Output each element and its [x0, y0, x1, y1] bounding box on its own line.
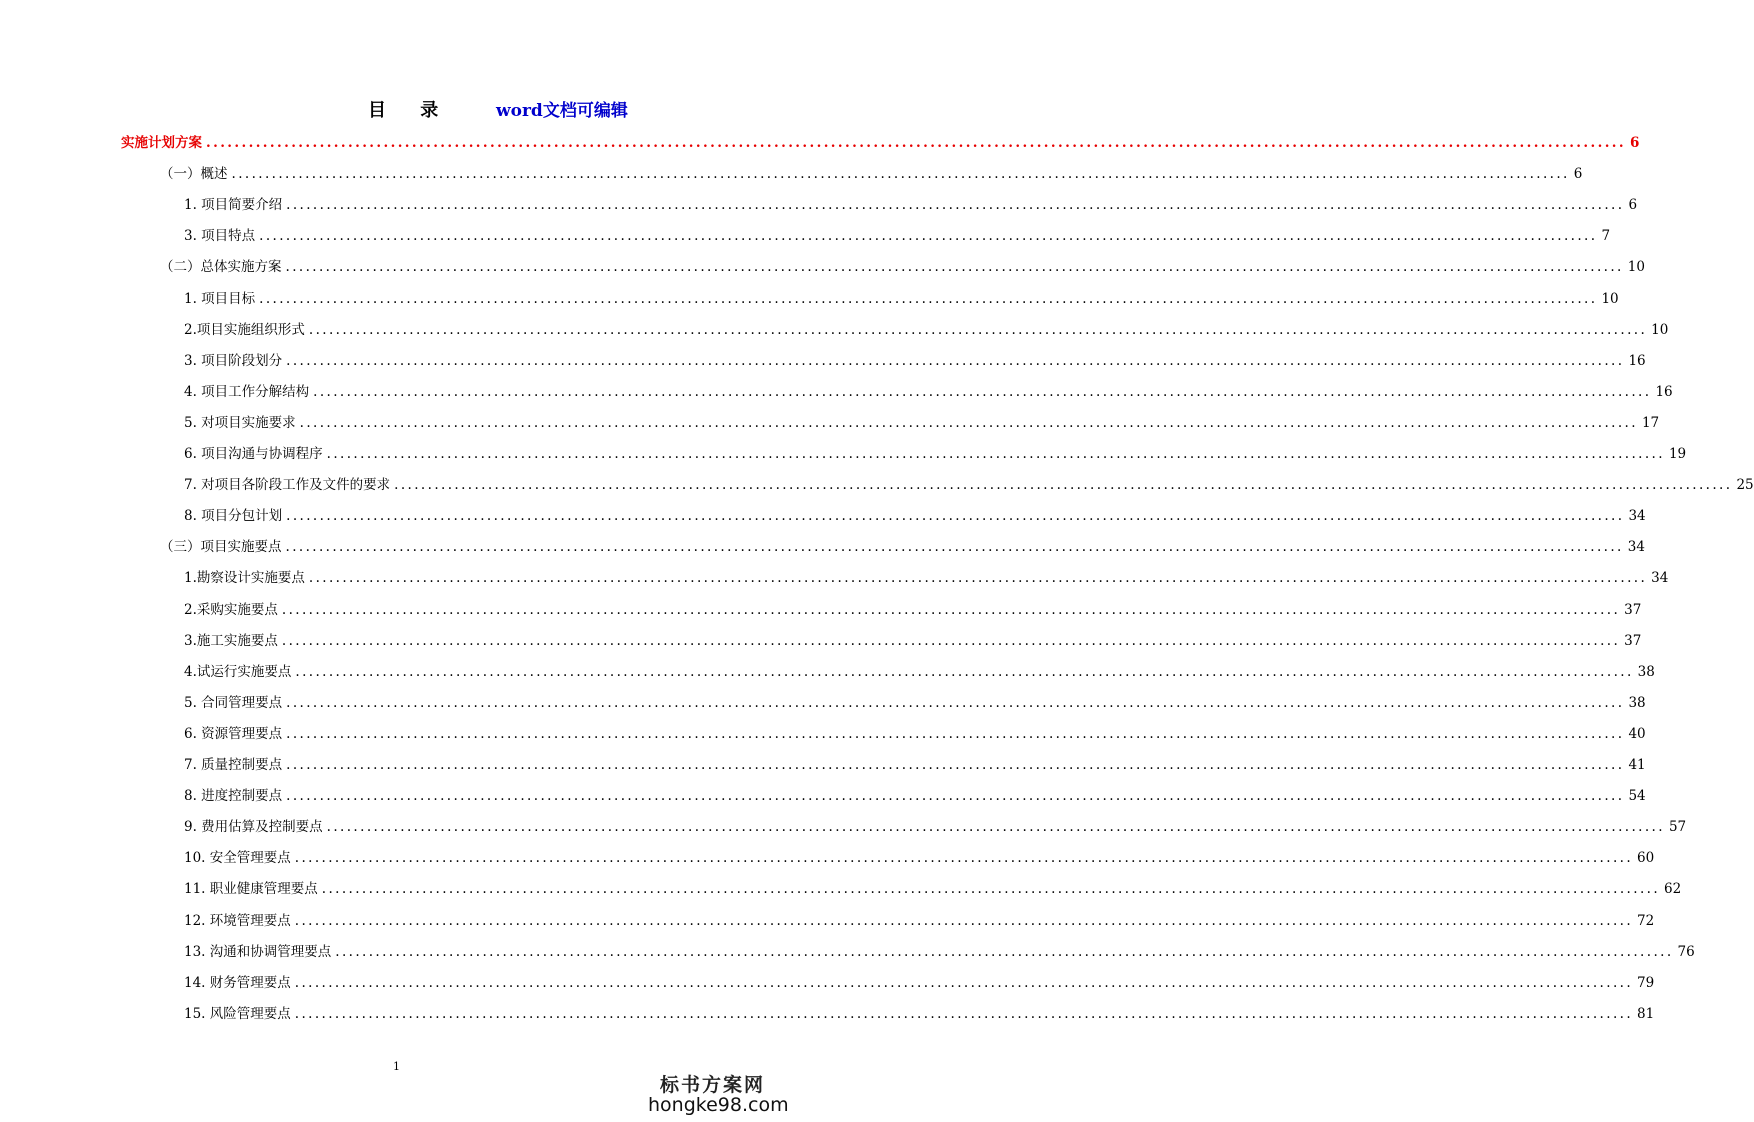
toc-entry[interactable]	[184, 288, 1619, 310]
page-number: 1	[393, 1060, 400, 1073]
toc-entry-label: 15. 风险管理要点	[184, 1005, 291, 1022]
toc-entry-label: 3.施工实施要点	[184, 632, 278, 649]
toc-entry-label: 8. 项目分包计划	[184, 508, 283, 525]
toc-entry[interactable]	[184, 225, 1611, 247]
toc-entry-page: 54	[1628, 788, 1646, 805]
editable-note: word文档可编辑	[496, 101, 628, 121]
toc-entry[interactable]	[184, 816, 1687, 838]
toc-leader-dots: ........................................................................................................................................................................................................	[286, 725, 1625, 742]
toc-entry[interactable]	[184, 381, 1673, 403]
toc-entry-page: 40	[1628, 725, 1646, 742]
toc-leader-dots: ........................................................................................................................................................................................................	[259, 290, 1598, 307]
toc-entry-label: 4.试运行实施要点	[184, 663, 292, 680]
toc-entry-label: 13. 沟通和协调管理要点	[184, 943, 332, 960]
toc-entry-label: 5. 对项目实施要求	[184, 414, 296, 431]
toc-leader-dots: ........................................................................................................................................................................................................	[308, 570, 1648, 587]
toc-leader-dots: ........................................................................................................................................................................................................	[281, 601, 1621, 618]
toc-leader-dots: ........................................................................................................................................................................................................	[335, 943, 1674, 960]
toc-leader-dots: ........................................................................................................................................................................................................	[286, 508, 1625, 525]
toc-leader-dots: ........................................................................................................................................................................................................	[299, 414, 1638, 431]
toc-entry[interactable]	[184, 443, 1687, 465]
toc-entry-page: 57	[1668, 819, 1687, 836]
toc-entry[interactable]	[184, 785, 1646, 807]
toc-entry-label: （一）概述	[160, 166, 228, 183]
toc-entry[interactable]	[184, 630, 1642, 652]
toc-leader-dots: ........................................................................................................................................................................................................	[285, 259, 1624, 276]
toc-entry[interactable]	[121, 132, 1640, 154]
toc-entry-page: 72	[1637, 912, 1655, 929]
toc-leader-dots: ........................................................................................................................................................................................................	[326, 446, 1665, 462]
toc-leader-dots: ........................................................................................................................................................................................................	[286, 352, 1625, 369]
toc-entry-page: 10	[1651, 321, 1669, 338]
toc-entry[interactable]	[160, 163, 1583, 185]
toc-entry-page: 19	[1668, 446, 1687, 462]
watermark-site-name: 标书方案网	[660, 1074, 766, 1096]
toc-entry-label: 10. 安全管理要点	[184, 850, 291, 867]
toc-entry[interactable]	[160, 256, 1645, 278]
toc-entry-label: 1. 项目简要介绍	[184, 197, 283, 214]
toc-entry-label: 实施计划方案	[121, 135, 202, 151]
toc-entry-page: 7	[1601, 228, 1611, 245]
toc-entry-label: 9. 费用估算及控制要点	[184, 819, 323, 836]
toc-entry-page: 79	[1637, 974, 1655, 991]
toc-entry-label: 3. 项目特点	[184, 228, 256, 245]
toc-entry[interactable]	[184, 350, 1646, 372]
toc-entry[interactable]	[184, 319, 1669, 341]
toc-entry-page: 34	[1628, 508, 1646, 525]
toc-entry-page: 6	[1630, 135, 1640, 151]
toc-entry-page: 81	[1637, 1005, 1655, 1022]
toc-entry-label: 4. 项目工作分解结构	[184, 383, 310, 400]
toc-leader-dots: ........................................................................................................................................................................................................	[206, 135, 1626, 151]
toc-leader-dots: ........................................................................................................................................................................................................	[308, 321, 1648, 338]
toc-entry-label: 2.项目实施组织形式	[184, 321, 305, 338]
toc-entry[interactable]	[184, 972, 1655, 994]
toc-leader-dots: ........................................................................................................................................................................................................	[286, 694, 1625, 711]
toc-entry-label: 8. 进度控制要点	[184, 788, 283, 805]
toc-leader-dots: ........................................................................................................................................................................................................	[285, 539, 1624, 556]
toc-entry-page: 34	[1627, 539, 1645, 556]
toc-entry-label: （三）项目实施要点	[160, 539, 282, 556]
toc-leader-dots: ........................................................................................................................................................................................................	[294, 974, 1634, 991]
toc-entry-label: 7. 质量控制要点	[184, 757, 283, 773]
toc-entry-page: 10	[1627, 259, 1645, 276]
toc-entry-label: 11. 职业健康管理要点	[184, 881, 318, 898]
toc-entry[interactable]	[184, 474, 1754, 496]
toc-entry[interactable]	[184, 847, 1655, 869]
toc-entry-page: 37	[1624, 632, 1642, 649]
toc-leader-dots: ........................................................................................................................................................................................................	[281, 632, 1621, 649]
toc-entry-page: 34	[1651, 570, 1669, 587]
toc-entry-page: 16	[1628, 352, 1646, 369]
toc-entry[interactable]	[184, 599, 1642, 621]
toc-entry-label: 1. 项目目标	[184, 290, 256, 307]
toc-entry[interactable]	[184, 412, 1660, 434]
toc-entry-page: 60	[1637, 850, 1655, 867]
toc-entry-page: 37	[1624, 601, 1642, 618]
watermark-site-url: hongke98.com	[648, 1094, 789, 1116]
toc-entry-label: 7. 对项目各阶段工作及文件的要求	[184, 477, 391, 494]
toc-entry[interactable]	[160, 536, 1645, 558]
toc-entry-label: 1.勘察设计实施要点	[184, 570, 305, 587]
toc-leader-dots: ........................................................................................................................................................................................................	[286, 757, 1625, 773]
toc-entry-page: 38	[1628, 694, 1646, 711]
toc-entry[interactable]	[184, 878, 1682, 900]
toc-entry-label: 14. 财务管理要点	[184, 974, 291, 991]
toc-entry-page: 41	[1628, 757, 1646, 773]
toc-entry-label: 12. 环境管理要点	[184, 912, 291, 929]
toc-leader-dots: ........................................................................................................................................................................................................	[313, 383, 1652, 400]
toc-leader-dots: ........................................................................................................................................................................................................	[231, 166, 1570, 183]
toc-entry-page: 25	[1736, 477, 1754, 494]
toc-leader-dots: ........................................................................................................................................................................................................	[286, 197, 1625, 214]
toc-leader-dots: ........................................................................................................................................................................................................	[326, 819, 1665, 836]
toc-entry-page: 38	[1637, 663, 1655, 680]
toc-leader-dots: ........................................................................................................................................................................................................	[259, 228, 1598, 245]
toc-entry[interactable]	[184, 910, 1655, 932]
toc-leader-dots: ........................................................................................................................................................................................................	[294, 912, 1634, 929]
toc-entry[interactable]	[184, 692, 1646, 714]
toc-entry-page: 6	[1628, 197, 1638, 214]
toc-entry-label: 6. 项目沟通与协调程序	[184, 446, 323, 462]
toc-entry[interactable]	[184, 941, 1695, 963]
toc-entry-label: 5. 合同管理要点	[184, 694, 283, 711]
toc-entry-page: 10	[1601, 290, 1619, 307]
toc-entry[interactable]	[184, 754, 1646, 776]
toc-entry-label: 2.采购实施要点	[184, 601, 278, 618]
toc-entry-page: 17	[1641, 414, 1660, 431]
toc-entry-page: 76	[1677, 943, 1695, 960]
toc-entry[interactable]	[184, 505, 1646, 527]
toc-entry-page: 16	[1655, 383, 1673, 400]
toc-entry[interactable]	[184, 661, 1655, 683]
toc-entry-label: 6. 资源管理要点	[184, 725, 283, 742]
toc-entry[interactable]	[184, 723, 1646, 745]
toc-leader-dots: ........................................................................................................................................................................................................	[286, 788, 1625, 805]
toc-entry-page: 6	[1573, 166, 1583, 183]
toc-leader-dots: ........................................................................................................................................................................................................	[321, 881, 1661, 898]
toc-entry-label: 3. 项目阶段划分	[184, 352, 283, 369]
toc-leader-dots: ........................................................................................................................................................................................................	[394, 477, 1733, 494]
toc-entry-page: 62	[1664, 881, 1682, 898]
toc-entry[interactable]	[184, 567, 1669, 589]
toc-leader-dots: ........................................................................................................................................................................................................	[294, 850, 1634, 867]
toc-leader-dots: ........................................................................................................................................................................................................	[295, 663, 1634, 680]
toc-entry[interactable]	[184, 1003, 1655, 1025]
toc-entry[interactable]	[184, 194, 1638, 216]
toc-leader-dots: ........................................................................................................................................................................................................	[294, 1005, 1634, 1022]
page-title: 目 录	[368, 100, 453, 121]
toc-entry-label: （二）总体实施方案	[160, 259, 282, 276]
